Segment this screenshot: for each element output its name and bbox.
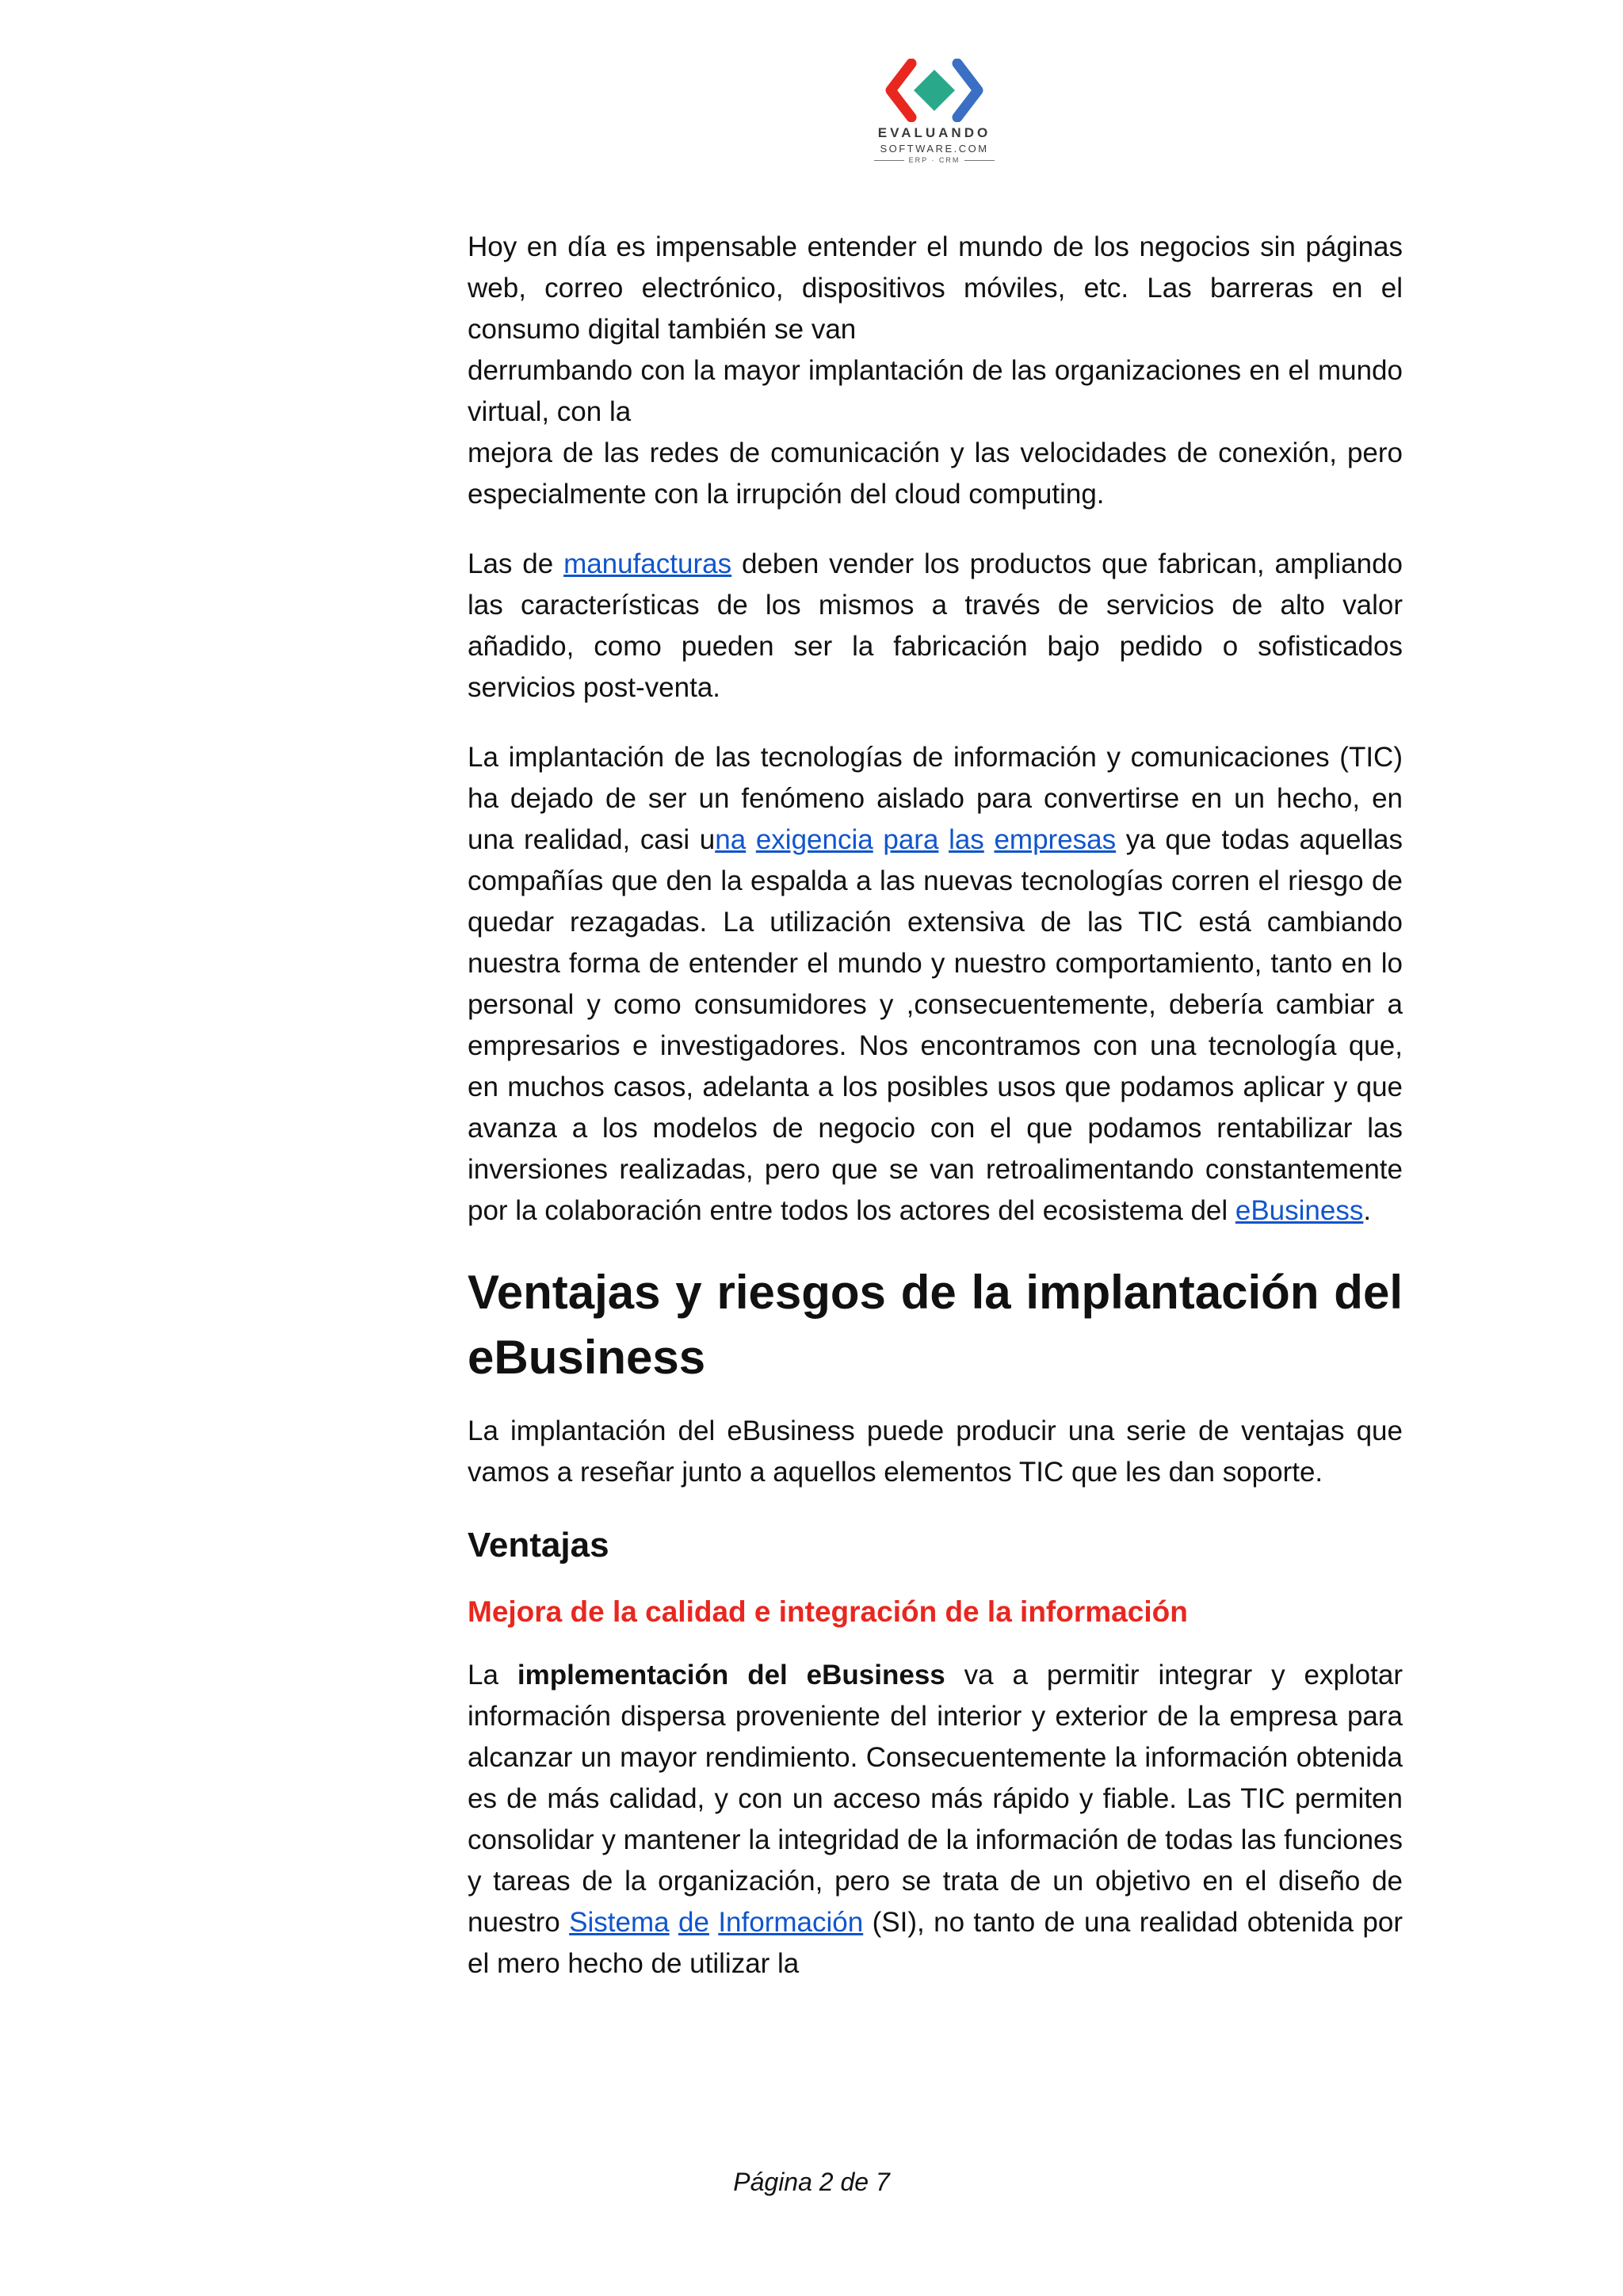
link-las[interactable]: las: [949, 824, 984, 855]
link-empresas[interactable]: empresas: [994, 824, 1117, 855]
link-ebusiness[interactable]: eBusiness: [1235, 1195, 1364, 1226]
link-sistema[interactable]: Sistema: [569, 1907, 670, 1938]
logo-mark-icon: [883, 59, 986, 122]
paragraph-intro: [468, 227, 1403, 515]
text-span: La: [468, 1660, 517, 1690]
document-body: [468, 227, 1403, 2013]
heading-ventajas: Ventajas: [468, 1526, 609, 1564]
page-footer: Página 2 de 7: [733, 2168, 890, 2196]
logo-text-tagline: ERP · CRM: [865, 156, 1003, 164]
logo-text-evaluando: EVALUANDO: [877, 125, 991, 140]
link-de[interactable]: de: [678, 1907, 709, 1938]
text-span: ya que todas aquellas compañías que den la espalda a las nuevas tecnologías corren el riesgo de quedar rezagadas. La utilización extensiva de las TIC está cambiando nuestra forma de entender el mundo y nuestro comportamiento, tanto en lo personal y como consumidores y ,consecuentemente, debería cambiar a empresarios e investigadores. Nos encontramos con una tecnología que, en muchos casos, adelanta a los posibles usos que podamos aplicar y que avanza a los modelos de negocio con el que podamos rentabilizar las inversiones realizadas, pero que se van retroalimentando constantemente por la colaboración entre todos los actores del ecosistema del: [468, 824, 1403, 1226]
paragraph-implementacion: [468, 1655, 1403, 1985]
paragraph-ventajas-intro: La implantación del eBusiness puede producir una serie de ventajas que vamos a reseñar junto a aquellos elementos TIC que les dan soporte.: [468, 1415, 1403, 1488]
paragraph-intro-line-2: derrumbando con la mayor implantación de las organizaciones en el mundo virtual, con la: [468, 355, 1403, 427]
text-span: .: [1363, 1195, 1372, 1226]
bold-implementacion: implementación del eBusiness: [517, 1660, 945, 1690]
heading-mejora-calidad: Mejora de la calidad e integración de la información: [468, 1595, 1188, 1628]
text-span: va a permitir integrar y explotar información dispersa proveniente del interior y exterior de la empresa para alcanzar un mayor rendimiento. Consecuentemente la información obtenida es de más calidad, y con un acceso más rápido y fiable. Las TIC permiten consolidar y mantener la integridad de la información de todas las funciones y tareas de la organización, pero se trata de un objetivo en el diseño de nuestro: [468, 1660, 1403, 1938]
link-una[interactable]: na: [715, 824, 747, 855]
logo: [865, 59, 1003, 174]
link-informacion[interactable]: Información: [718, 1907, 864, 1938]
text-span: (SI), no tanto de una realidad obtenida por el mero hecho de utilizar la: [468, 1907, 1403, 1979]
paragraph-tic: [468, 737, 1403, 1232]
link-exigencia[interactable]: exigencia: [755, 824, 873, 855]
heading-ventajas-riesgos: Ventajas y riesgos de la implantación del eBusiness: [468, 1266, 1403, 1384]
link-manufacturas[interactable]: manufacturas: [563, 548, 732, 579]
text-span: deben vender los productos que fabrican, ampliando las características de los mismos a través de servicios de alto valor añadido, como pueden ser la fabricación bajo pedido o sofisticados servicios post-venta.: [468, 548, 1403, 703]
link-para[interactable]: para: [883, 824, 939, 855]
text-span: Las de: [468, 548, 564, 579]
paragraph-intro-line-1: Hoy en día es impensable entender el mundo de los negocios sin páginas web, correo electrónico, dispositivos móviles, etc. Las barreras en el consumo digital también se van: [468, 231, 1403, 345]
paragraph-manufacturas: [468, 544, 1403, 709]
text-span: La implantación de las tecnologías de información y comunicaciones (TIC) ha dejado de ser un fenómeno aislado para convertirse en un hecho, en una realidad, casi u: [468, 742, 1403, 855]
paragraph-intro-line-3: mejora de las redes de comunicación y las velocidades de conexión, pero especialmente con la irrupción del cloud computing.: [468, 437, 1403, 510]
logo-text-domain: SOFTWARE.COM: [880, 143, 989, 155]
